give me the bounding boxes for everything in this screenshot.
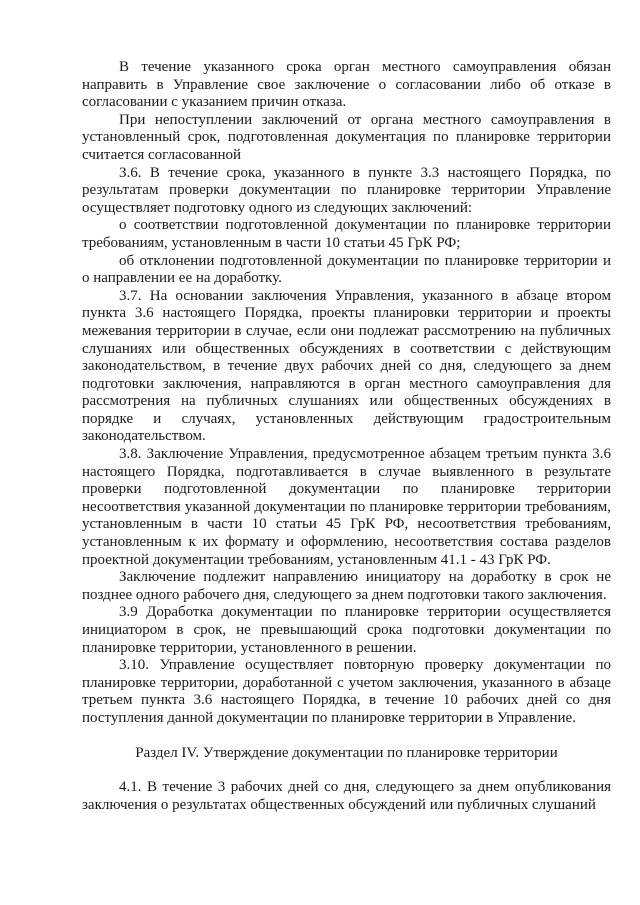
paragraph-3-10: 3.10. Управление осуществляет повторную проверку документации по планировке территории, доработанной с учетом заключения, указанного в абзаце третьем пункта 3.6 настоящего Порядка, в течение 10 рабочих дней со дня поступления данной документации по планировке территории в Управление. (82, 657, 611, 726)
paragraph-3-7: 3.7. На основании заключения Управления, указанного в абзаце втором пункта 3.6 настоящего Порядка, проекты планировки территории и проекты межевания территории в случае, если они подлежат рассмотрению на публичных слушаниях или общественных обсуждениях в соответствии с действующим законодательством, в течение двух рабочих дней со дня, следующего за днем подготовки заключения, направляются в орган местного самоуправления для рассмотрения на публичных слушаниях или общественных обсуждениях в порядке и случаях, установленных действующим градостроительным законодательством. (82, 287, 611, 445)
paragraph-3-8: 3.8. Заключение Управления, предусмотренное абзацем третьим пункта 3.6 настоящего Порядка, подготавливается в случае выявленного в результате проверки подготовленной документации по планировке территории несоответствия указанной документации по планировке территории требованиям, установленным в части 10 статьи 45 ГрК РФ, несоответствия требованиям, установленным к их формату и оформлению, несоответствия состава разделов проектной документации требованиям, установленным 41.1 - 43 ГрК РФ. (82, 446, 611, 568)
paragraph-rejection: об отклонении подготовленной документации по планировке территории и о направлении ее на доработку. (82, 252, 611, 287)
paragraph-3-9: 3.9 Доработка документации по планировке территории осуществляется инициатором в срок, не превышающий срока подготовки документации по планировке территории, установленного в решении. (82, 604, 611, 656)
paragraph-3-6: 3.6. В течение срока, указанного в пункте 3.3 настоящего Порядка, по результатам проверки документации по планировке территории Управление осуществляет подготовку одного из следующих заключений: (82, 164, 611, 216)
document-page (82, 59, 611, 814)
paragraph-revision-notice: Заключение подлежит направлению инициатору на доработку в срок не позднее одного рабочего дня, следующего за днем подготовки такого заключения. (82, 569, 611, 603)
paragraph-conformity: о соответствии подготовленной документации по планировке территории требованиям, установленным в части 10 статьи 45 ГрК РФ; (82, 217, 611, 251)
paragraph-no-response: При непоступлении заключений от органа местного самоуправления в установленный срок, подготовленная документация по планировке территории считается согласованной (82, 111, 611, 163)
paragraph-approval-deadline: В течение указанного срока орган местного самоуправления обязан направить в Управление свое заключение о согласовании либо об отказе в согласовании с указанием причин отказа. (82, 59, 611, 111)
section-heading: Раздел IV. Утверждение документации по планировке территории (135, 744, 558, 761)
paragraph-4-1: 4.1. В течение 3 рабочих дней со дня, следующего за днем опубликования заключения о результатах общественных обсуждений или публичных слушаний (82, 779, 611, 813)
